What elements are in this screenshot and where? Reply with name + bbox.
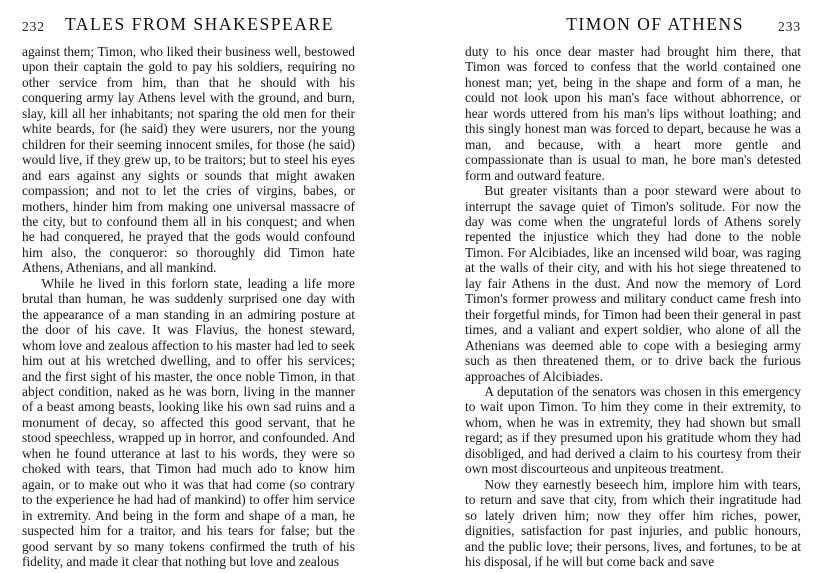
paragraph: But greater visitants than a poor steward were about to interrupt the savage quiet of Timon's solitude. For now the day was come when the ungrateful lords of Athens sorely repented the injustice which they had done to the noble Timon. For Alcibiades, like an incensed wild boar, was raging at the walls of their city, and with his hot siege threatened to lay fair Athens in the dust. And now the memory of Lord Timon's former prowess and military conduct came fresh into their forgetful minds, for Timon had been their general in past times, and a valiant and expert soldier, who alone of all the Athenians was deemed able to cope with a besieging army such as then threatened them, or to drive back the furious approaches of Alcibiades. (465, 183, 801, 384)
paragraph: A deputation of the senators was chosen in this emergency to wait upon Timon. To him they come in their extremity, to whom, when he was in extremity, they had shown but small regard; as if they presumed upon his gratitude whom they had disobliged, and had derived a claim to his courtesy from their own most discourteous and unpiteous treatment. (465, 383, 801, 477)
paragraph: While he lived in this forlorn state, leading a life more brutal than human, he was suddenly surprised one day with the appearance of a man standing in an admiring posture at the door of his cave. It was Flavius, the honest steward, whom love and zealous affection to his master had led to seek him out at his wretched dwelling, and to offer his services; and the first sight of his master, the once noble Timon, in that abject condition, naked as he was born, living in the manner of a beast among beasts, looking like his own sad ruins and a monument of decay, so affected this good servant, that he stood speechless, wrapped up in horror, and confounded. And when he found utterance at last to his words, they were so choked with tears, that Timon had much ado to know him again, or to make out who it was that had come (so contrary to the experience he had had of mankind) to offer him service in extremity. And being in the form and shape of a man, he suspected him for a traitor, and his tears for false; but the good servant by so many tokens confirmed the truth of his fidelity, and made it clear that nothing but love and zealous (22, 275, 355, 569)
paragraph: against them; Timon, who liked their business well, bestowed upon their captain the gold to pay his soldiers, requiring no other service from him, than that he should with his conquering army lay Athens level with the ground, and burn, slay, kill all her inhabitants; not sparing the old men for their white beards, for (he said) they were usurers, nor the young children for their seeming innocent smiles, for those (he said) would live, if they grew up, to be traitors; but to steel his eyes and ears against any sights or sounds that might awaken compassion; and not to let the cries of virgins, babes, or mothers, hinder him from making one universal massacre of the city, but to confound them all in his conquest; and when he had conquered, he prayed that the gods would confound him also, the conqueror: so thoroughly did Timon hate Athens, Athenians, and all mankind. (22, 44, 355, 276)
running-head-recto (465, 14, 801, 36)
text-column-left (22, 44, 355, 569)
page-number-recto: 233 (778, 19, 801, 34)
story-title-heading: TIMON OF ATHENS (566, 14, 745, 34)
paragraph: Now they earnestly beseech him, implore him with tears, to return and save that city, from which their ingratitude had so lately driven him; now they offer him riches, power, dignities, satisfaction for past injuries, and public honours, and the public love; their persons, lives, and fortunes, to be at his disposal, if he will but come back and save (465, 476, 801, 569)
running-head-verso (22, 14, 355, 36)
page-number-verso: 232 (22, 19, 45, 34)
book-title-heading: TALES FROM SHAKESPEARE (64, 14, 334, 34)
paragraph: duty to his once dear master had brought him there, that Timon was forced to confess that the world contained one honest man; yet, being in the shape and form of a man, he could not look upon his man's face without abhorrence, or hear words uttered from his man's lips without loathing; and this singly honest man was forced to depart, because he was a man, and because, with a heart more gentle and compassionate than is usual to man, he bore man's detested form and outward feature. (465, 44, 801, 183)
text-column-right (465, 44, 801, 569)
